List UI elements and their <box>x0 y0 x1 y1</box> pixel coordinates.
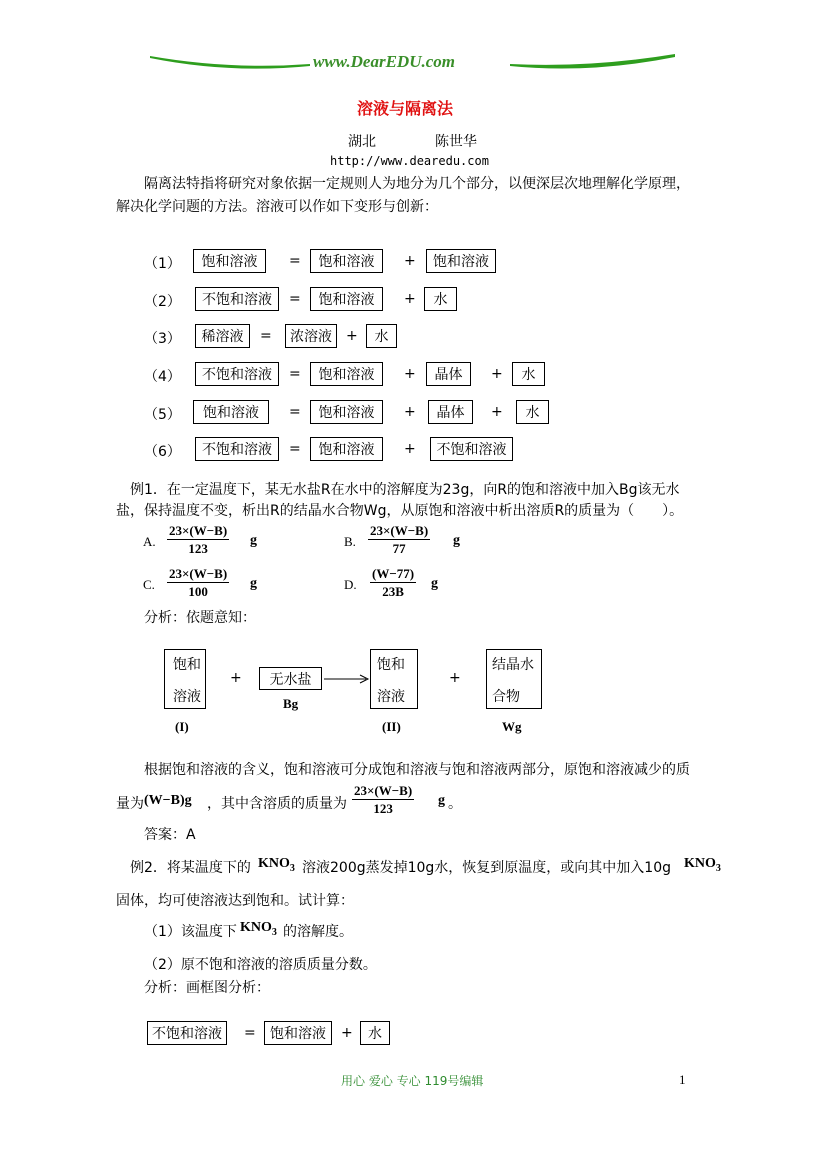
left-swoosh <box>150 56 310 69</box>
term-box: 饱和溶液 <box>310 362 383 386</box>
site-logo-text[interactable]: www.DearEDU.com <box>313 52 455 71</box>
intro-line-1: 隔离法特指将研究对象依据一定规则人为地分为几个部分，以便深层次地理解化学原理， <box>144 176 690 192</box>
document-title: 溶液与隔离法 <box>357 99 454 118</box>
equation-label: （4） <box>144 369 181 385</box>
denominator: 100 <box>188 584 208 599</box>
fraction <box>370 565 416 600</box>
plus-sign: + <box>346 328 358 344</box>
text: 的溶解度。 <box>283 924 353 940</box>
option-label: D. <box>344 577 357 592</box>
term-box: 不饱和溶液 <box>195 437 279 461</box>
fraction <box>352 782 414 817</box>
author-region: 湖北 <box>348 134 376 150</box>
equation-label: （6） <box>144 444 181 460</box>
term-box: 浓溶液 <box>285 324 337 348</box>
term-box: 饱和溶液 <box>310 287 383 311</box>
text: 。 <box>448 796 462 812</box>
unit: g <box>438 793 445 808</box>
box-text: 溶液 <box>173 689 201 705</box>
text: 溶液200g蒸发掉10g水，恢复到原温度，或向其中加入10g <box>302 860 672 876</box>
text: 量为 <box>116 796 144 812</box>
term-box: 饱和溶液 <box>310 437 383 461</box>
plus-sign: + <box>404 441 416 457</box>
term-box: 不饱和溶液 <box>195 287 279 311</box>
box-text: 合物 <box>492 689 520 705</box>
plus-sign: + <box>230 670 242 686</box>
plus-sign: + <box>404 366 416 382</box>
expression: (W−B)g <box>144 793 192 808</box>
equation-label: （1） <box>144 256 181 272</box>
formula-sub: 3 <box>271 926 277 938</box>
plus-sign: + <box>341 1025 353 1041</box>
example1-line-1: 例1．在一定温度下，某无水盐R在水中的溶解度为23g，向R的饱和溶液中加入Bg该无水 <box>130 482 680 498</box>
term-box: 水 <box>516 400 549 424</box>
term-box: 水 <box>424 287 457 311</box>
plus-sign: + <box>404 404 416 420</box>
box-anhydrous-salt: 无水盐 <box>259 667 322 690</box>
term-box: 饱和溶液 <box>426 249 496 273</box>
term-box: 稀溶液 <box>195 324 250 348</box>
answer: 答案：A <box>144 827 196 843</box>
author-name: 陈世华 <box>435 134 477 150</box>
fraction <box>167 522 229 557</box>
term-box: 水 <box>512 362 545 386</box>
denominator: 123 <box>373 801 393 816</box>
plus-sign: + <box>404 253 416 269</box>
footer-text: 用心 爱心 专心 119号编辑 <box>341 1074 484 1088</box>
box-label: (I) <box>175 719 189 734</box>
denominator: 123 <box>188 541 208 556</box>
term-box: 不饱和溶液 <box>147 1021 227 1045</box>
page-number: 1 <box>679 1072 686 1087</box>
formula-main: KNO <box>684 856 716 871</box>
plus-sign: + <box>491 366 503 382</box>
explain-line-1: 根据饱和溶液的含义，饱和溶液可分成饱和溶液与饱和溶液两部分，原饱和溶液减少的质 <box>144 762 690 778</box>
unit: g <box>250 576 257 591</box>
formula <box>240 920 277 938</box>
text: 例2．将某温度下的 <box>130 860 251 876</box>
box-saturated-solution-2 <box>370 649 418 709</box>
formula <box>258 856 295 874</box>
fraction <box>167 565 229 600</box>
plus-sign: + <box>449 670 461 686</box>
equation-label: （5） <box>144 407 181 423</box>
box-text: 饱和 <box>377 657 405 673</box>
equals-sign: = <box>260 328 272 344</box>
unit: g <box>453 533 460 548</box>
formula <box>684 856 721 874</box>
option-label: A. <box>143 534 156 549</box>
unit: g <box>250 533 257 548</box>
equals-sign: = <box>289 404 301 420</box>
box-label: Bg <box>283 696 299 711</box>
option-label: B. <box>344 534 356 549</box>
formula-main: KNO <box>258 856 290 871</box>
plus-sign: + <box>491 404 503 420</box>
term-box: 饱和溶液 <box>310 249 383 273</box>
equals-sign: = <box>289 366 301 382</box>
term-box: 不饱和溶液 <box>195 362 279 386</box>
term-box: 不饱和溶液 <box>430 437 513 461</box>
box-saturated-solution-1 <box>164 649 206 709</box>
equals-sign: = <box>244 1025 256 1041</box>
term-box: 晶体 <box>426 362 471 386</box>
equals-sign: = <box>289 291 301 307</box>
fraction <box>368 522 430 557</box>
box-text: 结晶水 <box>492 657 534 673</box>
intro-line-2: 解决化学问题的方法。溶液可以作如下变形与创新： <box>116 199 438 215</box>
plus-sign: + <box>404 291 416 307</box>
term-box: 饱和溶液 <box>264 1021 332 1045</box>
example2-line-2: 固体，均可使溶液达到饱和。试计算： <box>116 893 354 909</box>
box-label: (II) <box>382 719 401 734</box>
term-box: 饱和溶液 <box>193 400 269 424</box>
formula-main: KNO <box>240 920 272 935</box>
box-text: 饱和 <box>173 657 201 673</box>
numerator: 23×(W−B) <box>169 523 228 538</box>
example2-analysis: 分析：画框图分析： <box>144 980 270 996</box>
unit: g <box>431 576 438 591</box>
numerator: 23×(W−B) <box>169 566 228 581</box>
denominator: 77 <box>392 541 406 556</box>
numerator: (W−77) <box>372 566 415 581</box>
option-label: C. <box>143 577 155 592</box>
example1-analysis: 分析：依题意知： <box>144 610 256 626</box>
question-2: （2）原不饱和溶液的溶质质量分数。 <box>144 957 377 973</box>
numerator: 23×(W−B) <box>370 523 429 538</box>
term-box: 水 <box>366 324 397 348</box>
text: （1）该温度下 <box>144 924 237 940</box>
example1-line-2: 盐，保持温度不变，析出R的结晶水合物Wg，从原饱和溶液中析出溶质R的质量为（ ）。 <box>116 503 684 519</box>
equation-label: （3） <box>144 331 181 347</box>
box-text: 溶液 <box>377 689 405 705</box>
text: ，其中含溶质的质量为 <box>207 796 347 812</box>
arrow-icon <box>324 672 370 686</box>
formula-sub: 3 <box>289 862 295 874</box>
term-box: 饱和溶液 <box>193 249 266 273</box>
equals-sign: = <box>289 253 301 269</box>
term-box: 晶体 <box>428 400 473 424</box>
term-box: 饱和溶液 <box>310 400 383 424</box>
box-hydrate <box>486 649 542 709</box>
numerator: 23×(W−B) <box>354 783 413 798</box>
denominator: 23B <box>382 584 404 599</box>
equation-label: （2） <box>144 294 181 310</box>
box-label: Wg <box>502 719 522 734</box>
equals-sign: = <box>289 441 301 457</box>
term-box: 水 <box>360 1021 390 1045</box>
formula-sub: 3 <box>715 862 721 874</box>
source-url[interactable]: http://www.dearedu.com <box>330 154 489 168</box>
right-swoosh <box>510 54 675 69</box>
